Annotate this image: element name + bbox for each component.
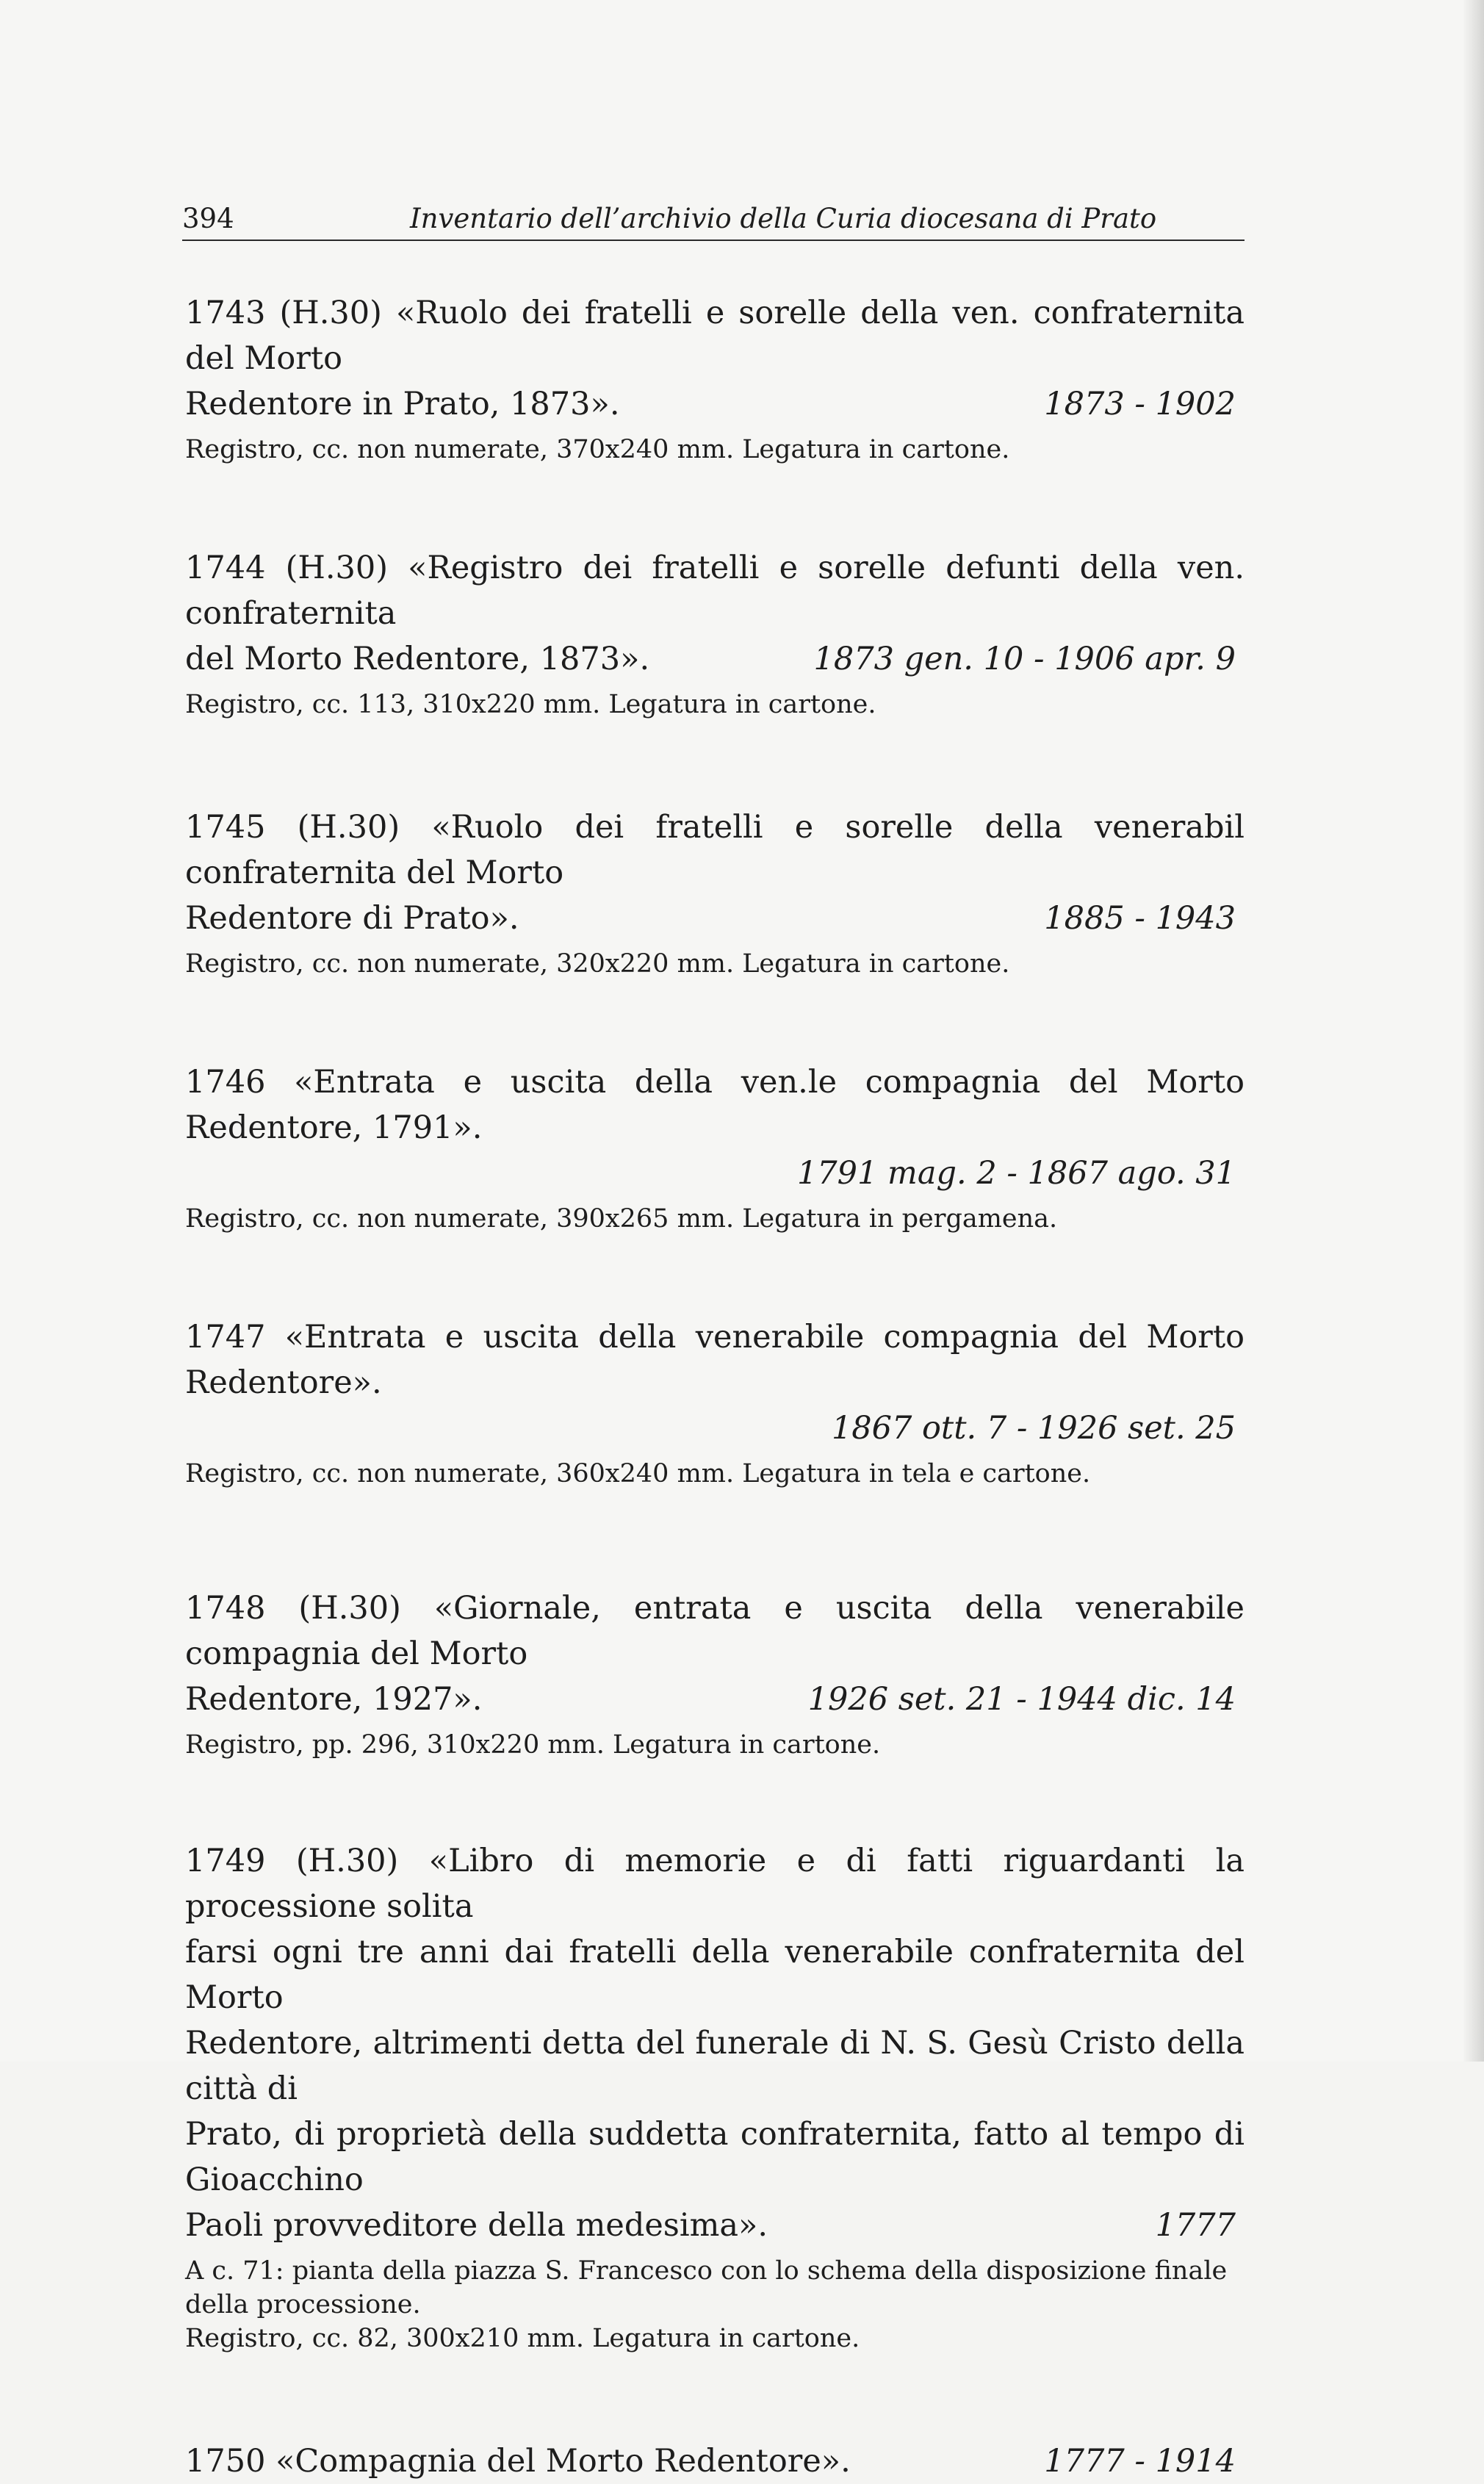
entry-title-end: Redentore in Prato, 1873». [185, 386, 620, 422]
entry-date: 1873 gen. 10 - 1906 apr. 9 [813, 641, 1236, 677]
entry-title-line: 1746 «Entrata e uscita della ven.le compagnia del Morto Redentore, 1791». [185, 1064, 1245, 1146]
inventory-entry-1744 [185, 545, 1245, 721]
entry-title-line: 1745 (H.30) «Ruolo dei fratelli e sorelle della venerabil confraternita del Morto [185, 809, 1245, 891]
entry-title-end: 1750 «Compagnia del Morto Redentore». [185, 2443, 851, 2480]
entry-title-end: Redentore, 1927». [185, 1681, 483, 1718]
entry-title-end: Paoli provveditore della medesima». [185, 2207, 768, 2244]
entry-title-end: Redentore di Prato». [185, 900, 519, 937]
entry-date: 1777 [1155, 2207, 1236, 2244]
inventory-entries [185, 290, 1245, 2484]
entry-title-line: farsi ogni tre anni dai fratelli della venerabile confraternita del Morto [185, 1934, 1245, 2016]
entry-description: Registro, cc. non numerate, 320x220 mm. Legatura in cartone. [185, 949, 1010, 979]
inventory-entry-1750 [185, 2438, 1245, 2484]
inventory-entry-1749 [185, 1838, 1245, 2355]
inventory-entry-1747 [185, 1314, 1245, 1491]
entry-title-line [185, 896, 1245, 941]
entry-title-line [185, 2203, 1245, 2248]
entry-date: 1867 ott. 7 - 1926 set. 25 [831, 1410, 1236, 1447]
inventory-entry-1745 [185, 804, 1245, 981]
entry-title-line: 1748 (H.30) «Giornale, entrata e uscita della venerabile compagnia del Morto [185, 1590, 1245, 1672]
entry-title-line: Prato, di proprietà della suddetta confraternita, fatto al tempo di Gioacchino [185, 2116, 1245, 2198]
entry-date: 1885 - 1943 [1044, 900, 1236, 937]
entry-title-line: 1747 «Entrata e uscita della venerabile compagnia del Morto Redentore». [185, 1319, 1245, 1401]
entry-title-line [185, 381, 1245, 427]
page-number: 394 [182, 203, 234, 234]
page-edge-shadow [1463, 0, 1484, 2062]
entry-description: Registro, cc. non numerate, 390x265 mm. Legatura in pergamena. [185, 1204, 1058, 1234]
entry-title-line: 1743 (H.30) «Ruolo dei fratelli e sorelle della ven. confraternita del Morto [185, 295, 1245, 377]
entry-description: Registro, cc. non numerate, 360x240 mm. Legatura in tela e cartone. [185, 1459, 1091, 1488]
running-title: Inventario dell’archivio della Curia diocesana di Prato [410, 203, 1157, 234]
entry-description: Registro, cc. non numerate, 370x240 mm. Legatura in cartone. [185, 435, 1010, 464]
entry-date: 1777 - 1914 [1044, 2443, 1236, 2480]
entry-title-line [185, 1677, 1245, 1722]
entry-title-line [185, 2438, 1245, 2484]
inventory-entry-1748 [185, 1585, 1245, 1762]
entry-description: Registro, pp. 296, 310x220 mm. Legatura in cartone. [185, 1730, 881, 1760]
entry-title-line [185, 636, 1245, 682]
inventory-entry-1746 [185, 1059, 1245, 1236]
entry-date: 1926 set. 21 - 1944 dic. 14 [807, 1681, 1236, 1718]
entry-title-line: Redentore, altrimenti detta del funerale di N. S. Gesù Cristo della città di [185, 2025, 1245, 2107]
page-header [182, 197, 1245, 241]
entry-title-line: 1744 (H.30) «Registro dei fratelli e sorelle defunti della ven. confraternita [185, 550, 1245, 632]
entry-note-line: A c. 71: pianta della piazza S. Francesco con lo schema della disposizione finale [185, 2256, 1228, 2286]
entry-title-line: 1749 (H.30) «Libro di memorie e di fatti riguardanti la processione solita [185, 1843, 1245, 1925]
inventory-entry-1743 [185, 290, 1245, 467]
entry-description: Registro, cc. 82, 300x210 mm. Legatura in cartone. [185, 2324, 860, 2353]
entry-date: 1873 - 1902 [1044, 386, 1236, 422]
entry-note-line: della processione. [185, 2290, 421, 2319]
entry-description: Registro, cc. 113, 310x220 mm. Legatura in cartone. [185, 690, 876, 719]
entry-date: 1791 mag. 2 - 1867 ago. 31 [796, 1155, 1236, 1192]
entry-title-end: del Morto Redentore, 1873». [185, 641, 650, 677]
